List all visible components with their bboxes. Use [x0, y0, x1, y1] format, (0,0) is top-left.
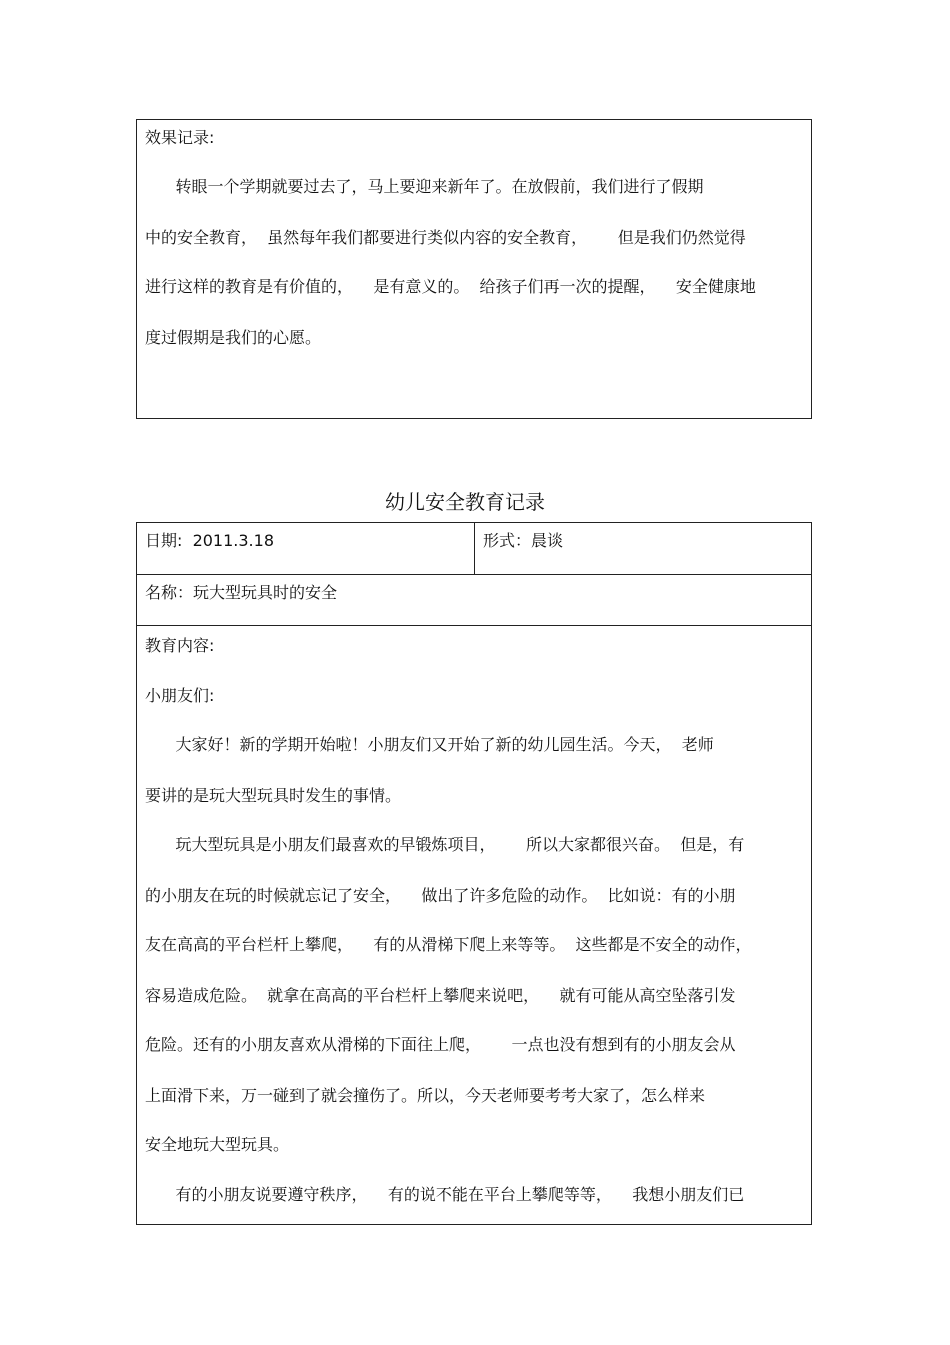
effect-record-box	[136, 119, 812, 419]
content-line: 的小朋友在玩的时候就忘记了安全， 做出了许多危险的动作。 比如说：有的小朋	[145, 886, 736, 905]
content-line: 上面滑下来，万一碰到了就会撞伤了。所以，今天老师要考考大家了，怎么样来	[145, 1086, 706, 1105]
effect-record-line: 转眼一个学期就要过去了，马上要迎来新年了。在放假前，我们进行了假期	[145, 177, 704, 196]
content-line: 有的小朋友说要遵守秩序， 有的说不能在平台上攀爬等等， 我想小朋友们已	[145, 1185, 745, 1204]
date-cell	[137, 523, 475, 574]
name-label: 名称：玩大型玩具时的安全	[145, 583, 338, 602]
page-title: 幼儿安全教育记录	[385, 490, 545, 514]
effect-record-label: 效果记录:	[145, 128, 215, 147]
content-line: 要讲的是玩大型玩具时发生的事情。	[145, 786, 402, 805]
row-divider	[137, 625, 811, 626]
content-line: 小朋友们:	[145, 686, 215, 705]
content-line: 安全地玩大型玩具。	[145, 1135, 290, 1154]
date-label: 日期: 2011.3.18	[145, 531, 274, 550]
effect-record-line: 度过假期是我们的心愿。	[145, 328, 322, 347]
effect-record-line: 中的安全教育， 虽然每年我们都要进行类似内容的安全教育， 但是我们仍然觉得	[145, 228, 746, 247]
content-line: 友在高高的平台栏杆上攀爬， 有的从滑梯下爬上来等等。 这些都是不安全的动作，	[145, 935, 752, 954]
record-table	[136, 522, 812, 1225]
content-line: 危险。还有的小朋友喜欢从滑梯的下面往上爬， 一点也没有想到有的小朋友会从	[145, 1035, 736, 1054]
content-line: 玩大型玩具是小朋友们最喜欢的早锻炼项目， 所以大家都很兴奋。 但是，有	[145, 835, 745, 854]
form-cell	[475, 523, 813, 574]
form-label: 形式：晨谈	[483, 531, 564, 550]
name-cell	[137, 575, 813, 625]
content-label: 教育内容:	[145, 636, 215, 655]
content-line: 大家好！新的学期开始啦！小朋友们又开始了新的幼儿园生活。今天， 老师	[145, 735, 714, 754]
effect-record-line: 进行这样的教育是有价值的， 是有意义的。 给孩子们再一次的提醒， 安全健康地	[145, 277, 756, 296]
content-line: 容易造成危险。 就拿在高高的平台栏杆上攀爬来说吧， 就有可能从高空坠落引发	[145, 986, 736, 1005]
